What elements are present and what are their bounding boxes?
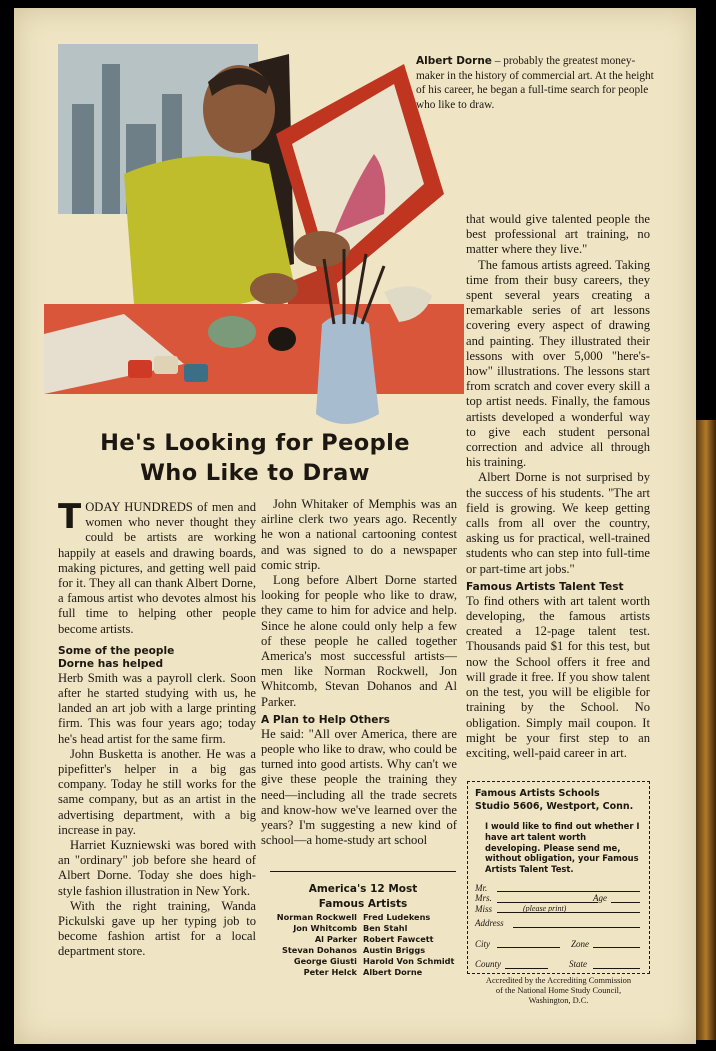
coupon-address-field[interactable] bbox=[475, 918, 642, 929]
famous-artists-title bbox=[270, 882, 456, 912]
artist-name: Stevan Dohanos bbox=[281, 944, 357, 955]
subhead-helped-line2: Dorne has helped bbox=[58, 657, 164, 670]
coupon-accreditation: Accredited by the Accrediting Commission of the National Home Study Council, Washington, D.C. bbox=[485, 975, 632, 1005]
artist-name: Austin Briggs bbox=[363, 944, 426, 955]
paragraph-famous-agreed: The famous artists agreed. Taking time from their busy careers, they spent several years creating a remarkable series of art lessons covering every aspect of drawing and painting. They illustrated their lessons with over 5,000 "here's-how" illustrations. The lessons start from scratch and cover every skill a top artist needs. Finally, the famous artists developed a wonderful way to give each student personal correction and advice all through his training. bbox=[466, 257, 650, 470]
subhead-helped bbox=[58, 645, 256, 671]
coupon-mrs-field[interactable] bbox=[475, 893, 642, 904]
coupon-miss-label: Miss bbox=[475, 903, 493, 914]
paragraph-harriet: Harriet Kuzniewski was bored with an "ordinary" job before she heard of Albert Dorne. Today she does high-style fashion illustration in New York. bbox=[58, 838, 256, 898]
artist-name: Norman Rockwell bbox=[276, 912, 357, 922]
intro-text: of men and women who never thought they could be artists are working happily at easels and drawing boards, making pictures, and getting well paid for it. They all can thank Albert Dorne, a famous artist who devotes almost his full time to helping other people become artists. bbox=[58, 500, 256, 636]
subhead-talent-test: Famous Artists Talent Test bbox=[466, 580, 624, 593]
mail-coupon[interactable] bbox=[467, 781, 650, 1005]
coupon-miss-field[interactable] bbox=[475, 904, 642, 915]
artist-name: Fred Ludekens bbox=[363, 912, 431, 922]
coupon-city-label: City bbox=[475, 938, 490, 949]
caption-name: Albert Dorne bbox=[416, 55, 492, 67]
subhead-plan: A Plan to Help Others bbox=[261, 713, 390, 726]
artist-name: Albert Dorne bbox=[363, 966, 423, 977]
coupon-studio-address: Studio 5606, Westport, Conn. bbox=[475, 801, 634, 812]
coupon-mrs-label: Mrs. bbox=[475, 893, 492, 904]
subhead-helped-line1: Some of the people bbox=[58, 644, 175, 657]
intro-lead: ODAY HUNDREDS bbox=[85, 500, 193, 514]
paragraph-continued: that would give talented people the best professional art training, no matter where they live." bbox=[466, 212, 650, 257]
famous-title-line1: America's 12 Most bbox=[308, 883, 418, 895]
coupon-zone-label: Zone bbox=[571, 938, 589, 949]
artist-name: Al Parker bbox=[314, 933, 357, 944]
ink-bottle bbox=[268, 327, 296, 351]
coupon-county-label: County bbox=[475, 959, 501, 970]
coupon-city-field[interactable] bbox=[475, 939, 642, 950]
coupon-mr-field[interactable] bbox=[475, 883, 642, 894]
paragraph-john-busketta: John Busketta is another. He was a pipefitter's helper in a big gas company. Today he still works for the same company, but as an artist in the advertising department, with a big increase in pay. bbox=[58, 746, 256, 837]
artist-illustration bbox=[44, 34, 464, 434]
artist-name: Ben Stahl bbox=[363, 922, 408, 933]
body-column-2 bbox=[261, 497, 457, 848]
headline-line1: He's Looking for People bbox=[100, 430, 410, 456]
coupon-county-field[interactable] bbox=[475, 959, 642, 970]
coupon-request-text: I would like to find out whether I have art talent worth developing. Please send me, without obligation, your Famous Artists Talent Test. bbox=[485, 821, 640, 875]
paragraph-herb-smith: Herb Smith was a payroll clerk. Soon after he started studying with us, he landed an art job with a large printing firm. This was four years ago; today he's head artist for the same firm. bbox=[58, 670, 256, 746]
paragraph-he-said: He said: "All over America, there are people who like to draw, who could be turned into good artists. Why can't we give these people the training they need—including all the trade secrets and know-how we've learned over the years? I'm suggesting a new kind of school—a home-study art school bbox=[261, 726, 457, 848]
headline-line2: Who Like to Draw bbox=[140, 460, 370, 486]
adjacent-page-edge bbox=[696, 420, 716, 1040]
coupon-mr-label: Mr. bbox=[475, 882, 488, 893]
famous-title-line2: Famous Artists bbox=[318, 898, 408, 910]
artist-name: George Giusti bbox=[293, 955, 357, 966]
coupon-header bbox=[475, 787, 642, 813]
intro-paragraph bbox=[58, 497, 256, 637]
artist-name: Peter Helck bbox=[303, 966, 357, 977]
artist-name: Harold Von Schmidt bbox=[363, 955, 455, 966]
body-column-3 bbox=[466, 212, 650, 761]
famous-artists-list bbox=[255, 912, 465, 977]
drop-cap: T bbox=[58, 497, 82, 537]
headline bbox=[60, 428, 450, 488]
caption-text: – probably the greatest money-maker in the history of commercial art. At the height of his career, he began a full-time search for people who like to draw. bbox=[416, 55, 654, 111]
coupon-address-label: Address bbox=[475, 918, 504, 929]
coupon-state-label: State bbox=[569, 959, 587, 970]
divider-rule bbox=[270, 871, 456, 872]
paragraph-wanda: With the right training, Wanda Pickulski gave up her typing job to become fashion artist for a local department store. bbox=[58, 898, 256, 959]
coupon-form bbox=[475, 883, 642, 970]
artist-name: Robert Fawcett bbox=[363, 933, 434, 944]
photo-caption bbox=[416, 54, 656, 112]
coupon-print-hint: (please print) bbox=[523, 903, 567, 913]
coupon-school-name: Famous Artists Schools bbox=[475, 788, 600, 799]
paragraph-talent-test: To find others with art talent worth developing, the famous artists created a 12-page talent test. Thousands paid $1 for this test, but now the School offers it free and will grade it free. If you show talent on the test, you will be eligible for training by the School. No obligation. Simply mail coupon. It might be your first step to an exciting, well-paid career in art. bbox=[466, 593, 650, 760]
paragraph-long-before: Long before Albert Dorne started looking for people who like to draw, they came to him for advice and help. Since he alone could only help a few of these people he called together America's most successful artists—men like Norman Rockwell, Jon Whitcomb, Stevan Dohanos and Al Parker. bbox=[261, 573, 457, 709]
artist-hand-left bbox=[250, 273, 298, 305]
body-column-1 bbox=[58, 497, 256, 960]
coupon-age-label: Age bbox=[593, 893, 607, 904]
artist-hand-right bbox=[294, 231, 350, 267]
artist-name: Jon Whitcomb bbox=[293, 922, 357, 933]
paint-jar-green bbox=[208, 316, 256, 348]
paragraph-not-surprised: Albert Dorne is not surprised by the success of his students. "The art field is growing. We keep getting calls from all over the country, asking us for practical, well-trained students who can step into full-time or part-time art jobs." bbox=[466, 470, 650, 576]
paragraph-john-whitaker: John Whitaker of Memphis was an airline clerk two years ago. Recently he won a national cartooning contest and was signed to do a newspaper comic strip. bbox=[261, 497, 457, 572]
brush-jar bbox=[316, 314, 379, 424]
